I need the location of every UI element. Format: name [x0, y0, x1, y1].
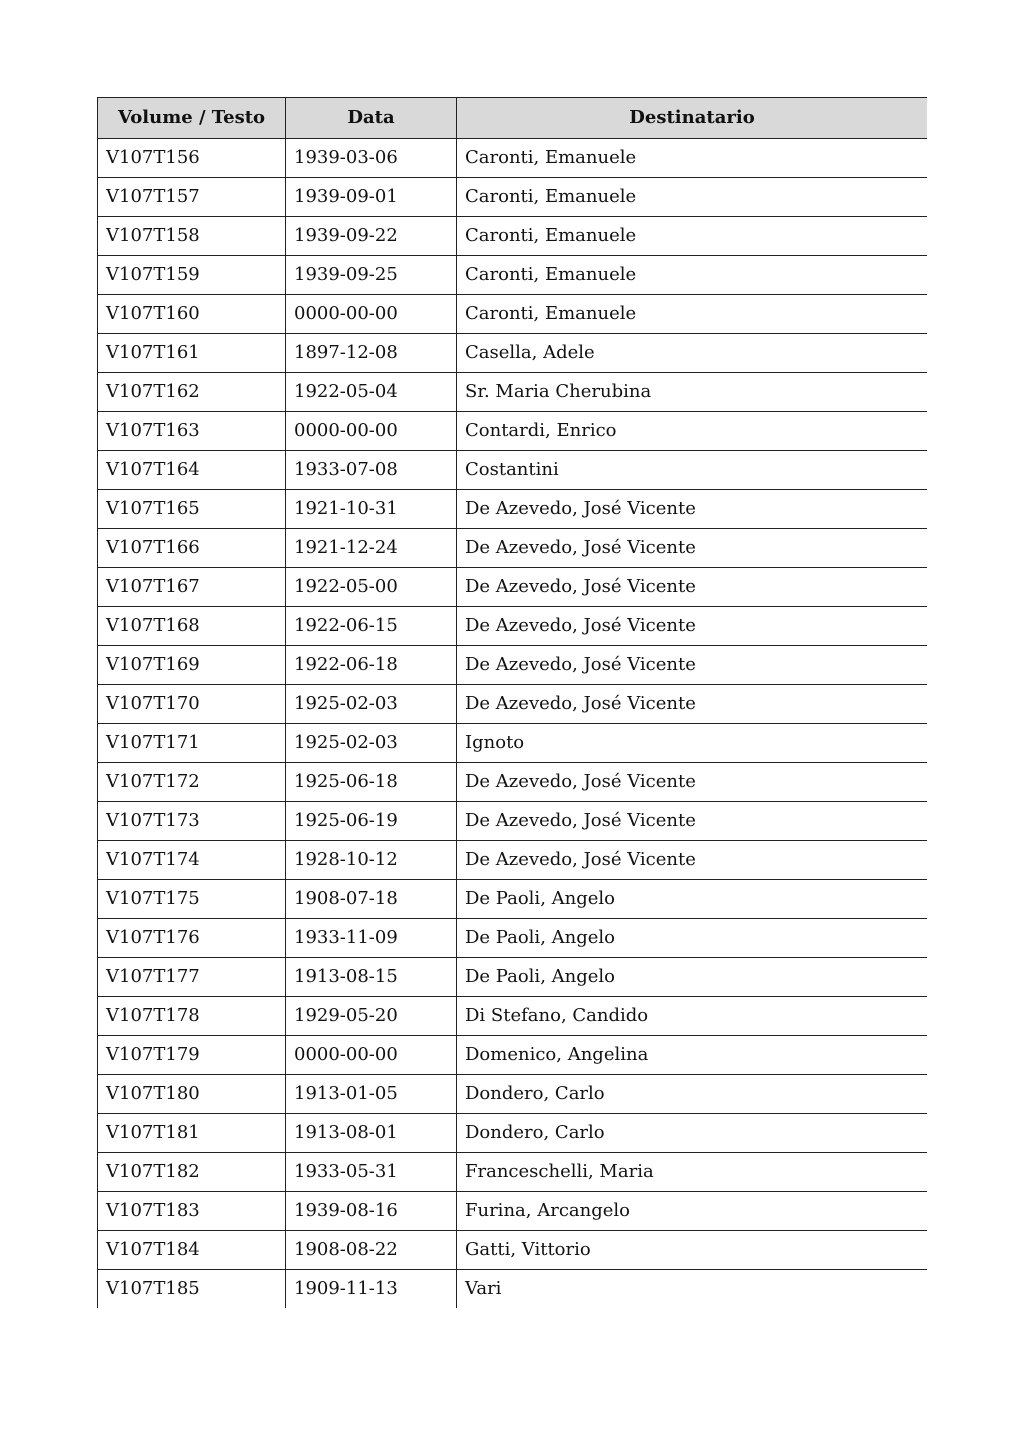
table-row — [98, 1075, 928, 1114]
table-row — [98, 256, 928, 295]
recipient-cell: Caronti, Emanuele — [457, 217, 928, 256]
table-header — [98, 98, 928, 139]
volume-cell: V107T177 — [98, 958, 286, 997]
volume-cell: V107T174 — [98, 841, 286, 880]
date-cell: 1913-08-15 — [286, 958, 457, 997]
recipient-cell: De Azevedo, José Vicente — [457, 490, 928, 529]
date-cell: 1922-06-18 — [286, 646, 457, 685]
recipient-cell: De Azevedo, José Vicente — [457, 607, 928, 646]
date-cell: 1933-07-08 — [286, 451, 457, 490]
recipient-cell: Vari — [457, 1270, 928, 1309]
table-row — [98, 1114, 928, 1153]
date-cell: 1928-10-12 — [286, 841, 457, 880]
volume-cell: V107T160 — [98, 295, 286, 334]
table-body — [98, 139, 928, 1309]
date-cell: 1922-06-15 — [286, 607, 457, 646]
volume-cell: V107T170 — [98, 685, 286, 724]
table-row — [98, 334, 928, 373]
date-cell: 1922-05-00 — [286, 568, 457, 607]
date-cell: 1939-09-22 — [286, 217, 457, 256]
recipient-cell: Gatti, Vittorio — [457, 1231, 928, 1270]
volume-cell: V107T169 — [98, 646, 286, 685]
date-cell: 1897-12-08 — [286, 334, 457, 373]
volume-cell: V107T161 — [98, 334, 286, 373]
date-cell: 1921-12-24 — [286, 529, 457, 568]
table-row — [98, 685, 928, 724]
date-cell: 1939-09-25 — [286, 256, 457, 295]
recipient-cell: Costantini — [457, 451, 928, 490]
date-cell: 1913-01-05 — [286, 1075, 457, 1114]
recipient-cell: De Paoli, Angelo — [457, 880, 928, 919]
table-row — [98, 1153, 928, 1192]
recipient-cell: Ignoto — [457, 724, 928, 763]
table-row — [98, 529, 928, 568]
recipient-cell: Furina, Arcangelo — [457, 1192, 928, 1231]
date-cell: 1922-05-04 — [286, 373, 457, 412]
date-cell: 1939-09-01 — [286, 178, 457, 217]
table-row — [98, 646, 928, 685]
recipient-cell: De Paoli, Angelo — [457, 958, 928, 997]
table-row — [98, 568, 928, 607]
volume-cell: V107T173 — [98, 802, 286, 841]
table-row — [98, 139, 928, 178]
recipient-cell: De Azevedo, José Vicente — [457, 685, 928, 724]
date-cell: 1909-11-13 — [286, 1270, 457, 1309]
date-cell: 1908-07-18 — [286, 880, 457, 919]
recipient-cell: Caronti, Emanuele — [457, 256, 928, 295]
volume-cell: V107T176 — [98, 919, 286, 958]
table-row — [98, 919, 928, 958]
date-cell: 1933-11-09 — [286, 919, 457, 958]
volume-cell: V107T178 — [98, 997, 286, 1036]
volume-cell: V107T166 — [98, 529, 286, 568]
volume-cell: V107T163 — [98, 412, 286, 451]
volume-cell: V107T168 — [98, 607, 286, 646]
table-row — [98, 607, 928, 646]
date-cell: 1933-05-31 — [286, 1153, 457, 1192]
recipient-cell: Casella, Adele — [457, 334, 928, 373]
table-row — [98, 373, 928, 412]
date-cell: 1929-05-20 — [286, 997, 457, 1036]
recipient-cell: Caronti, Emanuele — [457, 178, 928, 217]
table-row — [98, 880, 928, 919]
table-row — [98, 451, 928, 490]
volume-cell: V107T185 — [98, 1270, 286, 1309]
recipient-cell: De Azevedo, José Vicente — [457, 568, 928, 607]
volume-cell: V107T159 — [98, 256, 286, 295]
table-row — [98, 763, 928, 802]
recipient-cell: Dondero, Carlo — [457, 1075, 928, 1114]
table-row — [98, 295, 928, 334]
recipient-cell: Sr. Maria Cherubina — [457, 373, 928, 412]
volume-cell: V107T175 — [98, 880, 286, 919]
recipient-cell: Di Stefano, Candido — [457, 997, 928, 1036]
recipient-cell: Contardi, Enrico — [457, 412, 928, 451]
volume-cell: V107T184 — [98, 1231, 286, 1270]
table-row — [98, 217, 928, 256]
date-cell: 1925-06-18 — [286, 763, 457, 802]
volume-cell: V107T156 — [98, 139, 286, 178]
recipient-cell: De Azevedo, José Vicente — [457, 802, 928, 841]
table-row — [98, 802, 928, 841]
volume-cell: V107T164 — [98, 451, 286, 490]
volume-cell: V107T183 — [98, 1192, 286, 1231]
recipient-cell: Dondero, Carlo — [457, 1114, 928, 1153]
date-cell: 1925-02-03 — [286, 724, 457, 763]
table-row — [98, 1270, 928, 1309]
column-header-data: Data — [286, 98, 457, 139]
letters-table — [97, 97, 927, 1308]
table-row — [98, 997, 928, 1036]
date-cell: 1939-03-06 — [286, 139, 457, 178]
header-row — [98, 98, 928, 139]
date-cell: 0000-00-00 — [286, 1036, 457, 1075]
table-row — [98, 178, 928, 217]
recipient-cell: Caronti, Emanuele — [457, 295, 928, 334]
date-cell: 1908-08-22 — [286, 1231, 457, 1270]
recipient-cell: De Azevedo, José Vicente — [457, 646, 928, 685]
recipient-cell: De Paoli, Angelo — [457, 919, 928, 958]
volume-cell: V107T165 — [98, 490, 286, 529]
volume-cell: V107T172 — [98, 763, 286, 802]
letters-table-container — [97, 97, 927, 1312]
date-cell: 0000-00-00 — [286, 295, 457, 334]
volume-cell: V107T162 — [98, 373, 286, 412]
table-row — [98, 490, 928, 529]
date-cell: 1939-08-16 — [286, 1192, 457, 1231]
column-header-volume: Volume / Testo — [98, 98, 286, 139]
recipient-cell: De Azevedo, José Vicente — [457, 841, 928, 880]
recipient-cell: De Azevedo, José Vicente — [457, 529, 928, 568]
date-cell: 1925-02-03 — [286, 685, 457, 724]
recipient-cell: Domenico, Angelina — [457, 1036, 928, 1075]
table-row — [98, 1231, 928, 1270]
volume-cell: V107T182 — [98, 1153, 286, 1192]
date-cell: 1913-08-01 — [286, 1114, 457, 1153]
date-cell: 1925-06-19 — [286, 802, 457, 841]
table-row — [98, 841, 928, 880]
recipient-cell: Franceschelli, Maria — [457, 1153, 928, 1192]
volume-cell: V107T171 — [98, 724, 286, 763]
volume-cell: V107T157 — [98, 178, 286, 217]
volume-cell: V107T167 — [98, 568, 286, 607]
date-cell: 1921-10-31 — [286, 490, 457, 529]
recipient-cell: Caronti, Emanuele — [457, 139, 928, 178]
table-row — [98, 958, 928, 997]
table-row — [98, 1192, 928, 1231]
table-row — [98, 412, 928, 451]
recipient-cell: De Azevedo, José Vicente — [457, 763, 928, 802]
column-header-destinatario: Destinatario — [457, 98, 928, 139]
volume-cell: V107T179 — [98, 1036, 286, 1075]
volume-cell: V107T181 — [98, 1114, 286, 1153]
date-cell: 0000-00-00 — [286, 412, 457, 451]
table-row — [98, 724, 928, 763]
volume-cell: V107T158 — [98, 217, 286, 256]
volume-cell: V107T180 — [98, 1075, 286, 1114]
table-row — [98, 1036, 928, 1075]
